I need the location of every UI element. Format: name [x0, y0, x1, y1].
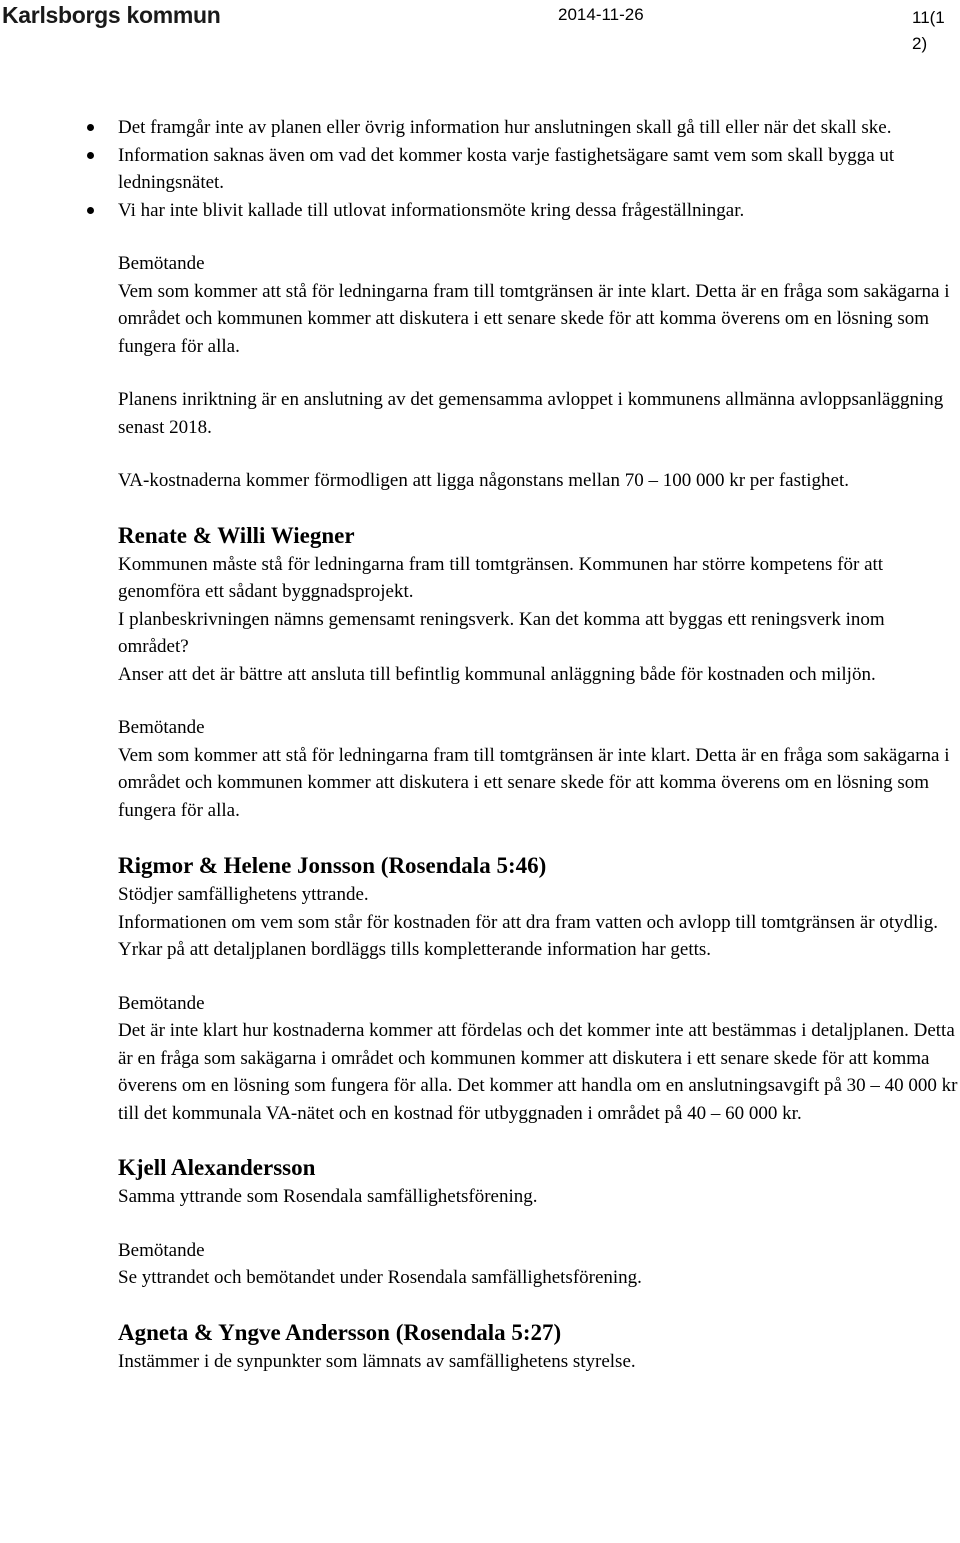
paragraph: Samma yttrande som Rosendala samfällighetsförening. — [118, 1186, 538, 1207]
page-number: 11(12) — [912, 8, 945, 53]
paragraph: VA-kostnaderna kommer förmodligen att ligga någonstans mellan 70 – 100 000 kr per fastighet. — [118, 470, 849, 491]
section-wiegner — [118, 521, 960, 825]
list-item: Information saknas även om vad det kommer kosta varje fastighetsägare samt vem som skall bygga ut ledningsnätet. — [118, 142, 960, 197]
response-text: Vem som kommer att stå för ledningarna fram till tomtgränsen är inte klart. Detta är en fråga som sakägarna i området och kommunen kommer att diskutera i ett senare skede för att komma överens om en lösning som fungera för alla. — [118, 744, 950, 821]
logo: Karlsborgs kommun — [2, 2, 221, 28]
section-jonsson — [118, 851, 960, 1127]
page-header — [0, 0, 960, 60]
response-text: Vem som kommer att stå för ledningarna fram till tomtgränsen är inte klart. Detta är en fråga som sakägarna i området och kommunen kommer att diskutera i ett senare skede för att komma överens om en lösning som fungera för alla. — [118, 280, 950, 357]
document-date: 2014-11-26 — [558, 5, 644, 24]
paragraph: Informationen om vem som står för kostnaden för att dra fram vatten och avlopp till tomtgränsen är otydlig. — [118, 911, 938, 933]
paragraph: Yrkar på att detaljplanen bordläggs tills kompletterande information har getts. — [118, 939, 712, 960]
list-item: Vi har inte blivit kallade till utlovat informationsmöte kring dessa frågeställningar. — [118, 197, 960, 225]
response-label: Bemötande — [118, 1239, 205, 1261]
section-heading: Kjell Alexandersson — [118, 1155, 316, 1180]
list-item: Det framgår inte av planen eller övrig information hur anslutningen skall gå till eller när det skall ske. — [118, 114, 960, 142]
response-text: Se yttrandet och bemötandet under Rosendala samfällighetsförening. — [118, 1267, 642, 1288]
section-heading: Rigmor & Helene Jonsson (Rosendala 5:46) — [118, 853, 547, 878]
paragraph: Stödjer samfällighetens yttrande. — [118, 884, 369, 905]
bullet-icon — [87, 207, 94, 214]
response-text: Det är inte klart hur kostnaderna kommer att fördelas och det kommer inte att bestämmas i detaljplanen. Detta är en fråga som sakägarna i området och kommunen kommer att diskutera i ett senare skede för att komma överens om en lösning som fungera för alla. Det kommer att handla om en anslutningsavgift på 30 – 40 000 kr till det kommunala VA-nätet och en kostnad för utbyggnaden i området på 40 – 60 000 kr. — [118, 1020, 958, 1124]
bullet-icon — [87, 152, 94, 159]
paragraph: I planbeskrivningen nämns gemensamt reningsverk. Kan det komma att byggas ett reningsverk inom området? — [118, 608, 885, 657]
section-heading: Renate & Willi Wiegner — [118, 522, 355, 548]
paragraph: Planens inriktning är en anslutning av det gemensamma avloppet i kommunens allmänna avloppsanläggning senast 2018. — [118, 389, 944, 438]
response-label: Bemötande — [118, 253, 205, 274]
section-alexandersson — [118, 1153, 960, 1292]
section-heading: Agneta & Yngve Andersson (Rosendala 5:27) — [118, 1319, 562, 1345]
bullet-list — [118, 114, 960, 224]
bullet-icon — [87, 124, 94, 131]
response-label: Bemötande — [118, 992, 205, 1014]
paragraph: Anser att det är bättre att ansluta till befintlig kommunal anläggning både för kostnaden och miljön. — [118, 663, 876, 685]
paragraph: Instämmer i de synpunkter som lämnats av samfällighetens styrelse. — [118, 1350, 636, 1372]
section-andersson — [118, 1318, 960, 1376]
document-body — [118, 114, 960, 1375]
paragraph: Kommunen måste stå för ledningarna fram till tomtgränsen. Kommunen har större kompetens för att genomföra ett sådant byggnadsprojekt. — [118, 553, 884, 602]
response-label: Bemötande — [118, 717, 205, 738]
